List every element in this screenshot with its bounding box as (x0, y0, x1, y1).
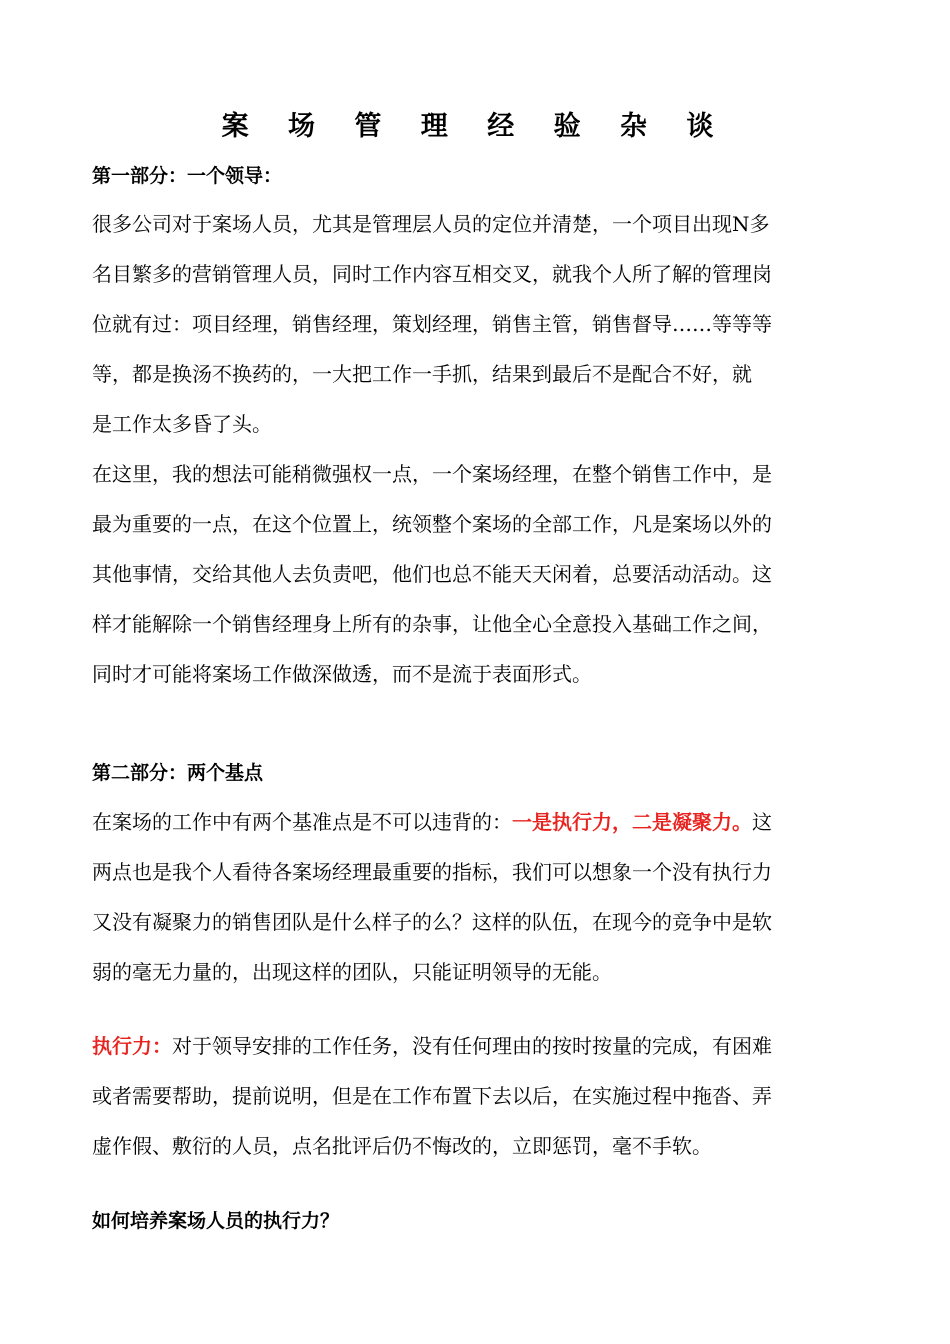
section1-paragraph1 (92, 199, 862, 449)
paragraph-line: 名目繁多的营销管理人员，同时工作内容互相交叉，就我个人所了解的管理岗 (92, 262, 772, 286)
paragraph-text: 对于领导安排的工作任务，没有任何理由的按时按量的完成，有困难 (172, 1034, 772, 1058)
execution-label: 执行力： (92, 1034, 172, 1058)
paragraph-line: 两点也是我个人看待各案场经理最重要的指标，我们可以想象一个没有执行力 (92, 860, 772, 884)
section1-paragraph2 (92, 449, 862, 699)
section-heading-one: 第一部分：一个领导： (92, 165, 283, 187)
subheading-execution: 如何培养案场人员的执行力？ (92, 1210, 340, 1232)
paragraph-line (92, 797, 862, 847)
paragraph-line: 最为重要的一点，在这个位置上，统领整个案场的全部工作，凡是案场以外的 (92, 512, 772, 536)
paragraph-line: 又没有凝聚力的销售团队是什么样子的么？这样的队伍，在现今的竞争中是软 (92, 910, 772, 934)
section2-paragraph1 (92, 797, 862, 997)
paragraph-line: 或者需要帮助，提前说明，但是在工作布置下去以后，在实施过程中拖沓、弄 (92, 1084, 772, 1108)
paragraph-line: 很多公司对于案场人员，尤其是管理层人员的定位并清楚，一个项目出现N多 (92, 212, 770, 236)
paragraph-line: 样才能解除一个销售经理身上所有的杂事，让他全心全意投入基础工作之间， (92, 612, 772, 636)
paragraph-line: 位就有过：项目经理，销售经理，策划经理，销售主管，销售督导……等等等 (92, 312, 772, 336)
paragraph-text: 这 (752, 810, 772, 834)
section-heading-two: 第二部分：两个基点 (92, 762, 264, 784)
paragraph-line: 同时才可能将案场工作做深做透，而不是流于表面形式。 (92, 662, 592, 686)
highlight-text: 一是执行力，二是凝聚力。 (512, 810, 752, 834)
paragraph-line (92, 1021, 862, 1071)
paragraph-line: 是工作太多昏了头。 (92, 412, 272, 436)
paragraph-text: 在案场的工作中有两个基准点是不可以违背的： (92, 810, 512, 834)
paragraph-line: 等，都是换汤不换药的，一大把工作一手抓，结果到最后不是配合不好，就 (92, 362, 752, 386)
paragraph-line: 弱的毫无力量的，出现这样的团队，只能证明领导的无能。 (92, 960, 612, 984)
paragraph-line: 在这里，我的想法可能稍微强权一点，一个案场经理，在整个销售工作中，是 (92, 462, 772, 486)
document-title: 案 场 管 理 经 验 杂 谈 (221, 111, 729, 142)
execution-paragraph (92, 1021, 862, 1171)
paragraph-line: 其他事情，交给其他人去负责吧，他们也总不能天天闲着，总要活动活动。这 (92, 562, 772, 586)
paragraph-line: 虚作假、敷衍的人员，点名批评后仍不悔改的，立即惩罚，毫不手软。 (92, 1134, 712, 1158)
